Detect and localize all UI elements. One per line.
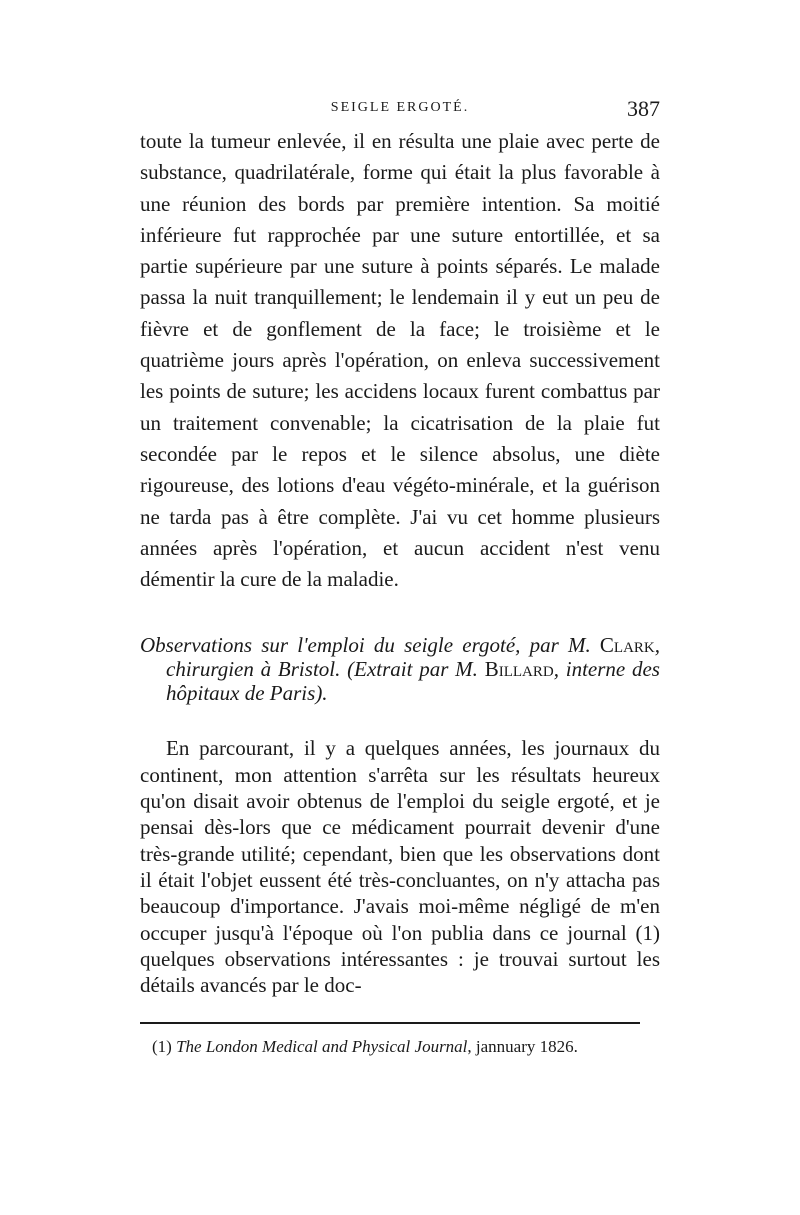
- footnote: [152, 1036, 660, 1058]
- page-number: 387: [627, 96, 660, 121]
- footnote-marker: (1): [152, 1037, 172, 1057]
- body-paragraph: En parcourant, il y a quelques années, les journaux du continent, mon attention s'arrêta sur les résultats heureux qu'on disait avoir obtenus de l'emploi du seigle ergoté, et je pensai dès-lors que ce médicament pourrait devenir d'une très-grande utilité; cependant, bien que les observations dont il était l'objet eussent été très-concluantes, on n'y attacha pas beaucoup d'importance. J'avais moi-même négligé de m'en occuper jusqu'à l'époque où l'on publia dans ce journal (1) quelques observations intéressantes : je trouvai surtout les détails avancés par le doc-: [140, 736, 660, 998]
- footnote-journal: The London Medical and Physical Journal: [176, 1037, 468, 1057]
- footnote-divider: [140, 1022, 640, 1024]
- running-header: [140, 92, 660, 126]
- section-title-part-2: , chirurgien à Bristol. (Extrait par M.: [166, 633, 661, 682]
- section-author: Clark: [599, 633, 655, 658]
- continued-paragraph: toute la tumeur enlevée, il en résulta une plaie avec perte de substance, quadrilatérale, forme qui était la plus favorable à une réunion des bords par première intention. Sa moitié inférieure fut rapprochée par une suture entortillée, et sa partie supérieure par une suture à points séparés. Le malade passa la nuit tranquillement; le lendemain il y eut un peu de fièvre et de gonflement de la face; le troisième et le quatrième jours après l'opération, on enleva successivement les points de suture; les accidens locaux furent combattus par un traitement convenable; la cicatrisation de la plaie fut secondée par le repos et le silence absolus, une diète rigoureuse, des lotions d'eau végéto-minérale, et la guérison ne tarda pas à être complète. J'ai vu cet homme plusieurs années après l'opération, et aucun accident n'est venu démentir la cure de la maladie.: [140, 129, 660, 592]
- section-title-part-3: , interne des hôpitaux de Paris).: [166, 657, 660, 706]
- footnote-date: , jannuary 1826.: [467, 1037, 578, 1057]
- section-heading: [140, 633, 660, 705]
- section-title-part-1: Observations sur l'emploi du seigle ergoté, par M.: [140, 633, 591, 658]
- section-editor: Billard: [484, 657, 554, 682]
- running-title: SEIGLE ERGOTÉ.: [330, 100, 470, 115]
- book-page: [140, 92, 660, 1058]
